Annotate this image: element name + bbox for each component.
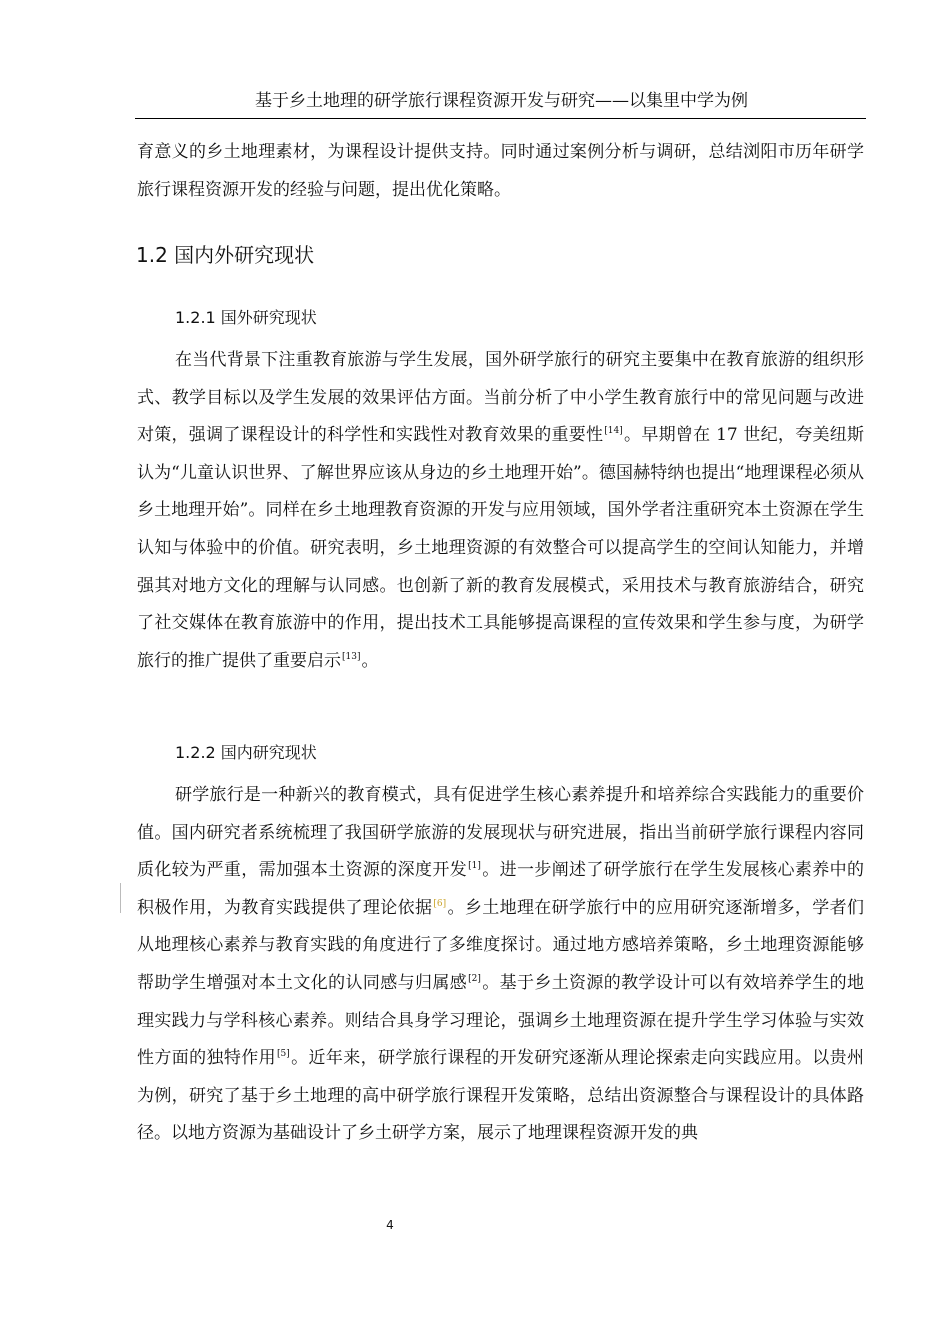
domestic-research-paragraph — [137, 777, 864, 1153]
citation-14: [14] — [604, 426, 623, 437]
section-heading-1-2: 1.2 国内外研究现状 — [136, 243, 315, 267]
header-rule — [135, 118, 866, 119]
citation-5: [5] — [276, 1049, 290, 1060]
page-number: 4 — [386, 1218, 394, 1232]
domestic-text-3: 。乡土地理在研学旅行中的应用研究逐渐增多，学者们从地理核心素养与教育实践的角度进行了多维度探讨。通过地方感培养策略，乡土地理资源能够帮助学生增强对本土文化的认同感与归属感 — [137, 897, 865, 993]
foreign-text-3: 。 — [361, 650, 379, 671]
domestic-text-4: 。基于乡土资源的教学设计可以有效培养学生的地理实践力与学科核心素养。则结合具身学习理论，强调乡土地理资源在提升学生学习体验与实效性方面的独特作用 — [137, 972, 865, 1069]
citation-13: [13] — [342, 651, 361, 662]
page-header-title: 基于乡土地理的研学旅行课程资源开发与研究——以集里中学为例 — [255, 91, 748, 111]
domestic-text-1: 研学旅行是一种新兴的教育模式，具有促进学生核心素养提升和培养综合实践能力的重要价值。国内研究者系统梳理了我国研学旅游的发展现状与研究进展，指出当前研学旅行课程内容同质化较为严重，需加强本土资源的深度开发 — [137, 785, 864, 881]
foreign-text-1: 在当代背景下注重教育旅游与学生发展，国外研学旅行的研究主要集中在教育旅游的组织形式、教学目标以及学生发展的效果评估方面。当前分析了中小学生教育旅行中的常见问题与改进对策，强调了课程设计的科学性和实践性对教育效果的重要性 — [137, 350, 864, 446]
domestic-text-2: 。进一步阐述了研学旅行在学生发展核心素养中的积极作用，为教育实践提供了理论依据 — [137, 860, 865, 918]
intro-paragraph: 育意义的乡土地理素材，为课程设计提供支持。同时通过案例分析与调研，总结浏阳市历年研学旅行课程资源开发的经验与问题，提出优化策略。 — [137, 142, 864, 200]
change-bar — [120, 883, 121, 913]
section-heading-1-2-2: 1.2.2 国内研究现状 — [175, 743, 317, 762]
foreign-text-2: 。早期曾在 17 世纪，夸美纽斯认为“儿童认识世界、了解世界应该从身边的乡土地理开始”。德国赫特纳也提出“地理课程必须从乡土地理开始”。同样在乡土地理教育资源的开发与应用领域，国外学者注重研究本土资源在学生认知与体验中的价值。研究表明，乡土地理资源的有效整合可以提高学生的空间认知能力，并增强其对地方文化的理解与认同感。也创新了新的教育发展模式，采用技术与教育旅游结合，研究了社交媒体在教育旅游中的作用，提出技术工具能够提高课程的宣传效果和学生参与度，为研学旅行的推广提供了重要启示 — [137, 425, 864, 671]
section-heading-1-2-1: 1.2.1 国外研究现状 — [175, 308, 317, 327]
citation-1: [1] — [468, 861, 481, 872]
foreign-research-paragraph — [137, 342, 864, 680]
citation-2: [2] — [468, 973, 481, 984]
domestic-text-5: 。近年来，研学旅行课程的开发研究逐渐从理论探索走向实践应用。以贵州为例，研究了基于乡土地理的高中研学旅行课程开发策略，总结出资源整合与课程设计的具体路径。以地方资源为基础设计了乡土研学方案，展示了地理课程资源开发的典 — [137, 1048, 865, 1144]
citation-6-link[interactable]: [6] — [433, 898, 447, 909]
